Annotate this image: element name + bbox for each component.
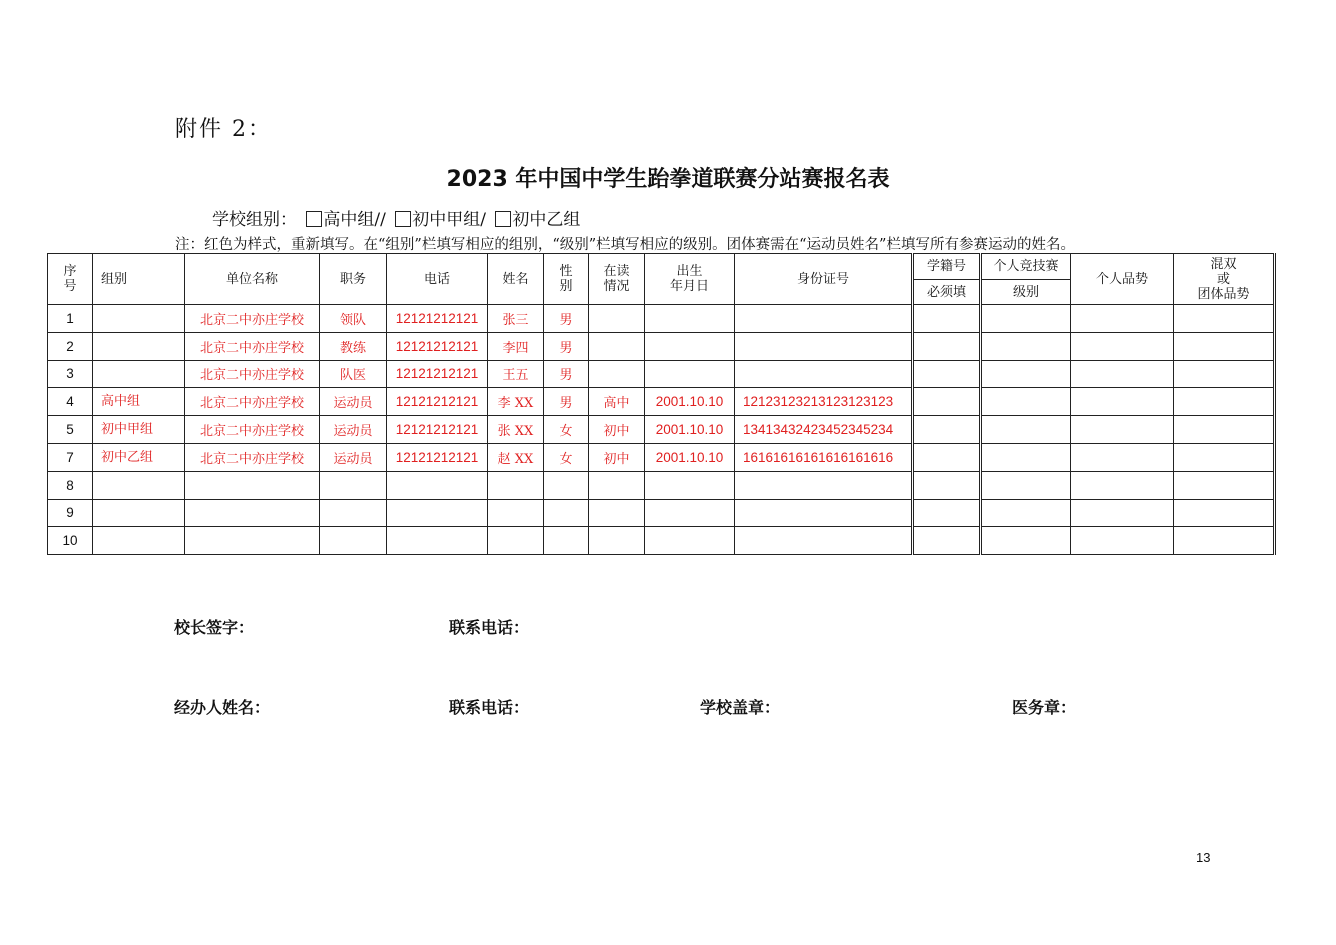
page-number: 13 xyxy=(1196,850,1211,865)
cell-birth[interactable] xyxy=(645,305,735,333)
header-study: 在读 情况 xyxy=(589,254,645,305)
cell-blank[interactable] xyxy=(1174,388,1275,416)
cell-blank[interactable] xyxy=(913,332,981,360)
header-birth: 出生 年月日 xyxy=(645,254,735,305)
cell-name[interactable]: 李四 xyxy=(488,332,544,360)
cell-birth[interactable] xyxy=(645,360,735,388)
cell-blank[interactable] xyxy=(913,527,981,555)
cell-study[interactable] xyxy=(589,305,645,333)
cell-blank[interactable] xyxy=(981,443,1071,471)
cell-gender[interactable] xyxy=(544,499,589,527)
cell-blank[interactable] xyxy=(1071,527,1174,555)
cell-birth[interactable]: 2001.10.10 xyxy=(645,443,735,471)
cell-group[interactable] xyxy=(93,305,185,333)
cell-study[interactable]: 高中 xyxy=(589,388,645,416)
cell-id[interactable]: 13413432423452345234 xyxy=(735,416,913,444)
cell-blank[interactable] xyxy=(1071,360,1174,388)
cell-seq[interactable]: 1 xyxy=(48,305,93,333)
cell-id[interactable] xyxy=(735,305,913,333)
header-level: 级别 xyxy=(981,280,1071,305)
cell-phone[interactable]: 12121212121 xyxy=(387,305,488,333)
cell-seq[interactable]: 2 xyxy=(48,332,93,360)
cell-study[interactable] xyxy=(589,471,645,499)
cell-gender[interactable] xyxy=(544,471,589,499)
cell-name[interactable]: 张 XX xyxy=(488,416,544,444)
cell-phone[interactable] xyxy=(387,499,488,527)
cell-phone[interactable]: 12121212121 xyxy=(387,360,488,388)
cell-id[interactable] xyxy=(735,527,913,555)
cell-unit[interactable]: 北京二中亦庄学校 xyxy=(185,443,320,471)
cell-phone[interactable] xyxy=(387,471,488,499)
instruction-note: 注：红色为样式，重新填写。在“组别”栏填写相应的组别，“级别”栏填写相应的级别。团体赛需在“运动员姓名”栏填写所有参赛运动的姓名。 xyxy=(175,237,1075,253)
cell-blank[interactable] xyxy=(981,527,1071,555)
table-row xyxy=(48,305,1275,333)
cell-gender[interactable]: 男 xyxy=(544,360,589,388)
cell-blank[interactable] xyxy=(1071,332,1174,360)
cell-gender[interactable]: 男 xyxy=(544,332,589,360)
cell-name[interactable]: 赵 XX xyxy=(488,443,544,471)
cell-phone[interactable]: 12121212121 xyxy=(387,416,488,444)
cell-name[interactable] xyxy=(488,471,544,499)
header-name: 姓名 xyxy=(488,254,544,305)
cell-seq[interactable]: 10 xyxy=(48,527,93,555)
cell-birth[interactable] xyxy=(645,527,735,555)
attachment-label: 附件 2： xyxy=(175,117,272,142)
cell-unit[interactable]: 北京二中亦庄学校 xyxy=(185,360,320,388)
cell-birth[interactable]: 2001.10.10 xyxy=(645,416,735,444)
cell-blank[interactable] xyxy=(1071,388,1174,416)
cell-id[interactable] xyxy=(735,471,913,499)
cell-blank[interactable] xyxy=(1071,416,1174,444)
cell-blank[interactable] xyxy=(981,471,1071,499)
contact-phone-label-1: 联系电话： xyxy=(449,618,530,637)
checkbox-junior-a[interactable] xyxy=(395,211,411,227)
cell-position[interactable]: 教练 xyxy=(320,332,387,360)
header-gender: 性 别 xyxy=(544,254,589,305)
cell-position[interactable] xyxy=(320,499,387,527)
principal-signature-label: 校长签字： xyxy=(174,618,255,637)
cell-blank[interactable] xyxy=(981,416,1071,444)
option-junior-a: 初中甲组/ xyxy=(412,210,487,230)
page-title: 2023 年中国中学生跆拳道联赛分站赛报名表 xyxy=(446,167,890,192)
cell-seq[interactable]: 4 xyxy=(48,388,93,416)
cell-phone[interactable] xyxy=(387,527,488,555)
school-seal-label: 学校盖章： xyxy=(700,698,781,717)
header-id: 身份证号 xyxy=(735,254,913,305)
cell-group[interactable]: 高中组 xyxy=(93,388,185,416)
medical-seal-label: 医务章： xyxy=(1012,698,1077,717)
cell-name[interactable] xyxy=(488,527,544,555)
cell-blank[interactable] xyxy=(1174,416,1275,444)
cell-group[interactable] xyxy=(93,332,185,360)
cell-blank[interactable] xyxy=(1174,360,1275,388)
checkbox-high-school[interactable] xyxy=(306,211,322,227)
cell-blank[interactable] xyxy=(1071,305,1174,333)
cell-blank[interactable] xyxy=(1071,443,1174,471)
cell-blank[interactable] xyxy=(981,332,1071,360)
cell-blank[interactable] xyxy=(1071,499,1174,527)
cell-id[interactable]: 16161616161616161616 xyxy=(735,443,913,471)
cell-unit[interactable] xyxy=(185,527,320,555)
cell-seq[interactable]: 3 xyxy=(48,360,93,388)
table-row xyxy=(48,416,1275,444)
cell-position[interactable]: 运动员 xyxy=(320,443,387,471)
cell-birth[interactable]: 2001.10.10 xyxy=(645,388,735,416)
cell-gender[interactable]: 女 xyxy=(544,416,589,444)
cell-study[interactable] xyxy=(589,332,645,360)
table-row xyxy=(48,388,1275,416)
cell-group[interactable] xyxy=(93,360,185,388)
cell-study[interactable] xyxy=(589,360,645,388)
cell-position[interactable]: 运动员 xyxy=(320,388,387,416)
header-phone: 电话 xyxy=(387,254,488,305)
option-junior-b: 初中乙组 xyxy=(512,210,581,230)
cell-blank[interactable] xyxy=(913,388,981,416)
cell-seq[interactable]: 7 xyxy=(48,443,93,471)
header-position: 职务 xyxy=(320,254,387,305)
option-high-school: 高中组// xyxy=(323,210,386,230)
cell-blank[interactable] xyxy=(1071,471,1174,499)
cell-position[interactable] xyxy=(320,527,387,555)
header-unit: 单位名称 xyxy=(185,254,320,305)
table-row xyxy=(48,527,1275,555)
cell-blank[interactable] xyxy=(1174,527,1275,555)
cell-gender[interactable]: 男 xyxy=(544,388,589,416)
cell-position[interactable] xyxy=(320,471,387,499)
header-individual-comp: 个人竞技赛 xyxy=(981,254,1071,280)
cell-blank[interactable] xyxy=(913,443,981,471)
cell-unit[interactable]: 北京二中亦庄学校 xyxy=(185,332,320,360)
table-row xyxy=(48,332,1275,360)
header-seq: 序 号 xyxy=(48,254,93,305)
checkbox-junior-b[interactable] xyxy=(495,211,511,227)
cell-position[interactable]: 领队 xyxy=(320,305,387,333)
cell-study[interactable]: 初中 xyxy=(589,443,645,471)
cell-name[interactable] xyxy=(488,499,544,527)
school-group-label: 学校组别： xyxy=(212,210,297,230)
cell-name[interactable]: 李 XX xyxy=(488,388,544,416)
cell-blank[interactable] xyxy=(1174,471,1275,499)
cell-seq[interactable]: 8 xyxy=(48,471,93,499)
cell-blank[interactable] xyxy=(981,388,1071,416)
cell-group[interactable]: 初中乙组 xyxy=(93,443,185,471)
cell-study[interactable]: 初中 xyxy=(589,416,645,444)
cell-blank[interactable] xyxy=(913,360,981,388)
cell-seq[interactable]: 5 xyxy=(48,416,93,444)
cell-blank[interactable] xyxy=(981,305,1071,333)
cell-gender[interactable]: 男 xyxy=(544,305,589,333)
cell-unit[interactable] xyxy=(185,471,320,499)
cell-blank[interactable] xyxy=(913,305,981,333)
cell-unit[interactable]: 北京二中亦庄学校 xyxy=(185,416,320,444)
cell-unit[interactable]: 北京二中亦庄学校 xyxy=(185,305,320,333)
cell-study[interactable] xyxy=(589,499,645,527)
cell-phone[interactable]: 12121212121 xyxy=(387,443,488,471)
cell-blank[interactable] xyxy=(981,360,1071,388)
cell-id[interactable] xyxy=(735,499,913,527)
cell-blank[interactable] xyxy=(913,499,981,527)
cell-blank[interactable] xyxy=(1174,332,1275,360)
cell-phone[interactable]: 12121212121 xyxy=(387,332,488,360)
cell-name[interactable]: 王五 xyxy=(488,360,544,388)
cell-id[interactable]: 12123123213123123123 xyxy=(735,388,913,416)
cell-gender[interactable] xyxy=(544,527,589,555)
registration-table xyxy=(47,253,1276,555)
table-row xyxy=(48,471,1275,499)
cell-position[interactable]: 队医 xyxy=(320,360,387,388)
cell-unit[interactable] xyxy=(185,499,320,527)
cell-gender[interactable]: 女 xyxy=(544,443,589,471)
cell-group[interactable] xyxy=(93,471,185,499)
cell-group[interactable] xyxy=(93,499,185,527)
handler-name-label: 经办人姓名： xyxy=(174,698,271,717)
header-mixed: 混双 或 团体品势 xyxy=(1174,254,1275,305)
cell-blank[interactable] xyxy=(981,499,1071,527)
cell-birth[interactable] xyxy=(645,332,735,360)
cell-position[interactable]: 运动员 xyxy=(320,416,387,444)
cell-group[interactable]: 初中甲组 xyxy=(93,416,185,444)
table-row xyxy=(48,360,1275,388)
cell-name[interactable]: 张三 xyxy=(488,305,544,333)
cell-blank[interactable] xyxy=(913,471,981,499)
header-individual-poomsae: 个人品势 xyxy=(1071,254,1174,305)
cell-blank[interactable] xyxy=(1174,443,1275,471)
cell-blank[interactable] xyxy=(913,416,981,444)
cell-phone[interactable]: 12121212121 xyxy=(387,388,488,416)
contact-phone-label-2: 联系电话： xyxy=(449,698,530,717)
cell-blank[interactable] xyxy=(1174,305,1275,333)
cell-birth[interactable] xyxy=(645,499,735,527)
school-group-selector xyxy=(212,205,580,230)
header-required: 必须填 xyxy=(913,280,981,305)
cell-study[interactable] xyxy=(589,527,645,555)
header-group: 组别 xyxy=(93,254,185,305)
cell-id[interactable] xyxy=(735,360,913,388)
cell-unit[interactable]: 北京二中亦庄学校 xyxy=(185,388,320,416)
cell-id[interactable] xyxy=(735,332,913,360)
cell-blank[interactable] xyxy=(1174,499,1275,527)
table-row xyxy=(48,499,1275,527)
header-student-no: 学籍号 xyxy=(913,254,981,280)
cell-birth[interactable] xyxy=(645,471,735,499)
cell-group[interactable] xyxy=(93,527,185,555)
cell-seq[interactable]: 9 xyxy=(48,499,93,527)
table-row xyxy=(48,443,1275,471)
